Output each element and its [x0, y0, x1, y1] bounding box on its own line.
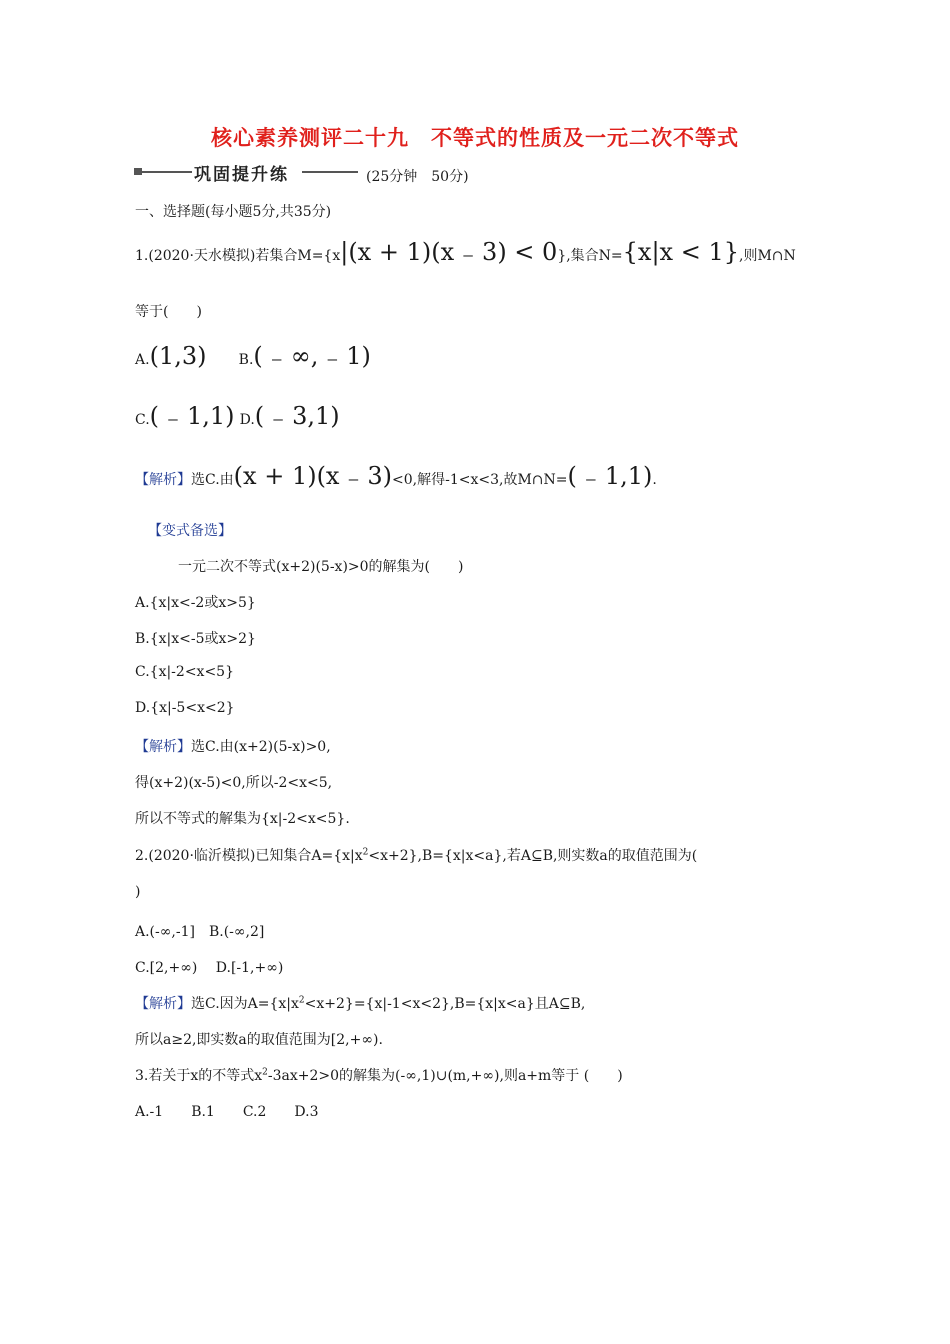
q1-opt-c-label: C. [135, 412, 150, 428]
variant-analysis-line2: 得(x+2)(x-5)<0,所以-2<x<5, [135, 775, 333, 791]
q2-options-row2: C.[2,+∞) D.[-1,+∞) [135, 960, 284, 976]
q2-analysis-b: <x+2}={x|-1<x<2},B={x|x<a}且A⊆B, [304, 996, 586, 1012]
q2-stem-a: 2.(2020·临沂模拟)已知集合A={x|x [135, 848, 363, 864]
variant-option-b: B.{x|x<-5或x>2} [135, 631, 256, 647]
q1-opt-c-math: ( ₋ 1,1) [149, 402, 235, 430]
q3-stem [135, 1065, 623, 1085]
variant-option-a: A.{x|x<-2或x>5} [135, 595, 256, 611]
q2-options-row1: A.(-∞,-1] B.(-∞,2] [135, 924, 265, 940]
q1-analysis [135, 462, 657, 490]
q1-stem-a: 1.(2020·天水模拟)若集合M={x [135, 248, 341, 264]
variant-analysis-text1: 选C.由(x+2)(5-x)>0, [191, 739, 331, 755]
q1-analysis-math: (x + 1)(x ₋ 3) [233, 462, 393, 490]
q3-options: A.-1 B.1 C.2 D.3 [135, 1104, 319, 1120]
q1-analysis-b: <0,解得-1<x<3,故M∩N= [392, 472, 568, 488]
q1-stem [135, 238, 796, 266]
q1-opt-d-math: ( ₋ 3,1) [254, 402, 340, 430]
q3-stem-b: -3ax+2>0的解集为(-∞,1)∪(m,+∞),则a+m等于 ( ) [267, 1068, 623, 1084]
q1-opt-b-label: B. [238, 352, 254, 368]
q1-stem-c: ,则M∩N [739, 248, 796, 264]
q1-opt-a-label: A. [135, 352, 150, 368]
q1-opt-a-math: (1,3) [149, 342, 207, 370]
q1-set-n-math: {x|x < 1} [622, 238, 739, 266]
q2-analysis-line2: 所以a≥2,即实数a的取值范围为[2,+∞). [135, 1032, 383, 1048]
variant-analysis-line1 [135, 736, 331, 756]
q2-analysis-tag: 【解析】 [135, 996, 191, 1012]
bar-line-right [302, 171, 358, 173]
variant-analysis-line3: 所以不等式的解集为{x|-2<x<5}. [135, 811, 350, 827]
q1-analysis-tag: 【解析】 [135, 472, 191, 488]
q3-stem-a: 3.若关于x的不等式x [135, 1068, 263, 1084]
q1-analysis-c: . [652, 472, 657, 488]
q2-stem [135, 845, 697, 865]
q2-analysis-sup: 2 [298, 995, 305, 1006]
section-time: (25分钟 50分) [366, 169, 469, 185]
q1-stem-end: 等于( ) [135, 304, 202, 320]
q3-stem-sup: 2 [262, 1067, 268, 1078]
q1-set-m-math: |(x + 1)(x ₋ 3) < 0 [340, 238, 558, 266]
q1-options-row2 [135, 402, 340, 430]
q1-analysis-a: 选C.由 [191, 472, 234, 488]
q2-analysis-a: 选C.因为A={x|x [191, 996, 299, 1012]
q1-opt-b-math: ( ₋ ∞, ₋ 1) [253, 342, 371, 370]
variant-option-c: C.{x|-2<x<5} [135, 664, 234, 680]
q1-opt-d-label: D. [239, 412, 255, 428]
section-name: 巩固提升练 [194, 165, 289, 185]
q1-options-row1 [135, 342, 371, 370]
page-title: 核心素养测评二十九 不等式的性质及一元二次不等式 [211, 125, 739, 150]
q2-stem-sup: 2 [362, 847, 369, 858]
q2-stem-end: ) [135, 884, 141, 900]
variant-stem: 一元二次不等式(x+2)(5-x)>0的解集为( ) [178, 559, 464, 575]
variant-option-d: D.{x|-5<x<2} [135, 700, 235, 716]
variant-analysis-tag: 【解析】 [135, 739, 191, 755]
q2-stem-b: <x+2},B={x|x<a},若A⊆B,则实数a的取值范围为( [368, 848, 698, 864]
bar-line-left [142, 171, 192, 173]
q2-analysis-line1 [135, 993, 585, 1013]
part-heading: 一、选择题(每小题5分,共35分) [135, 204, 332, 220]
bar-cap-left [134, 168, 142, 175]
q1-stem-b: },集合N= [557, 248, 623, 264]
variant-tag: 【变式备选】 [148, 523, 232, 539]
q1-analysis-math2: ( ₋ 1,1) [567, 462, 653, 490]
